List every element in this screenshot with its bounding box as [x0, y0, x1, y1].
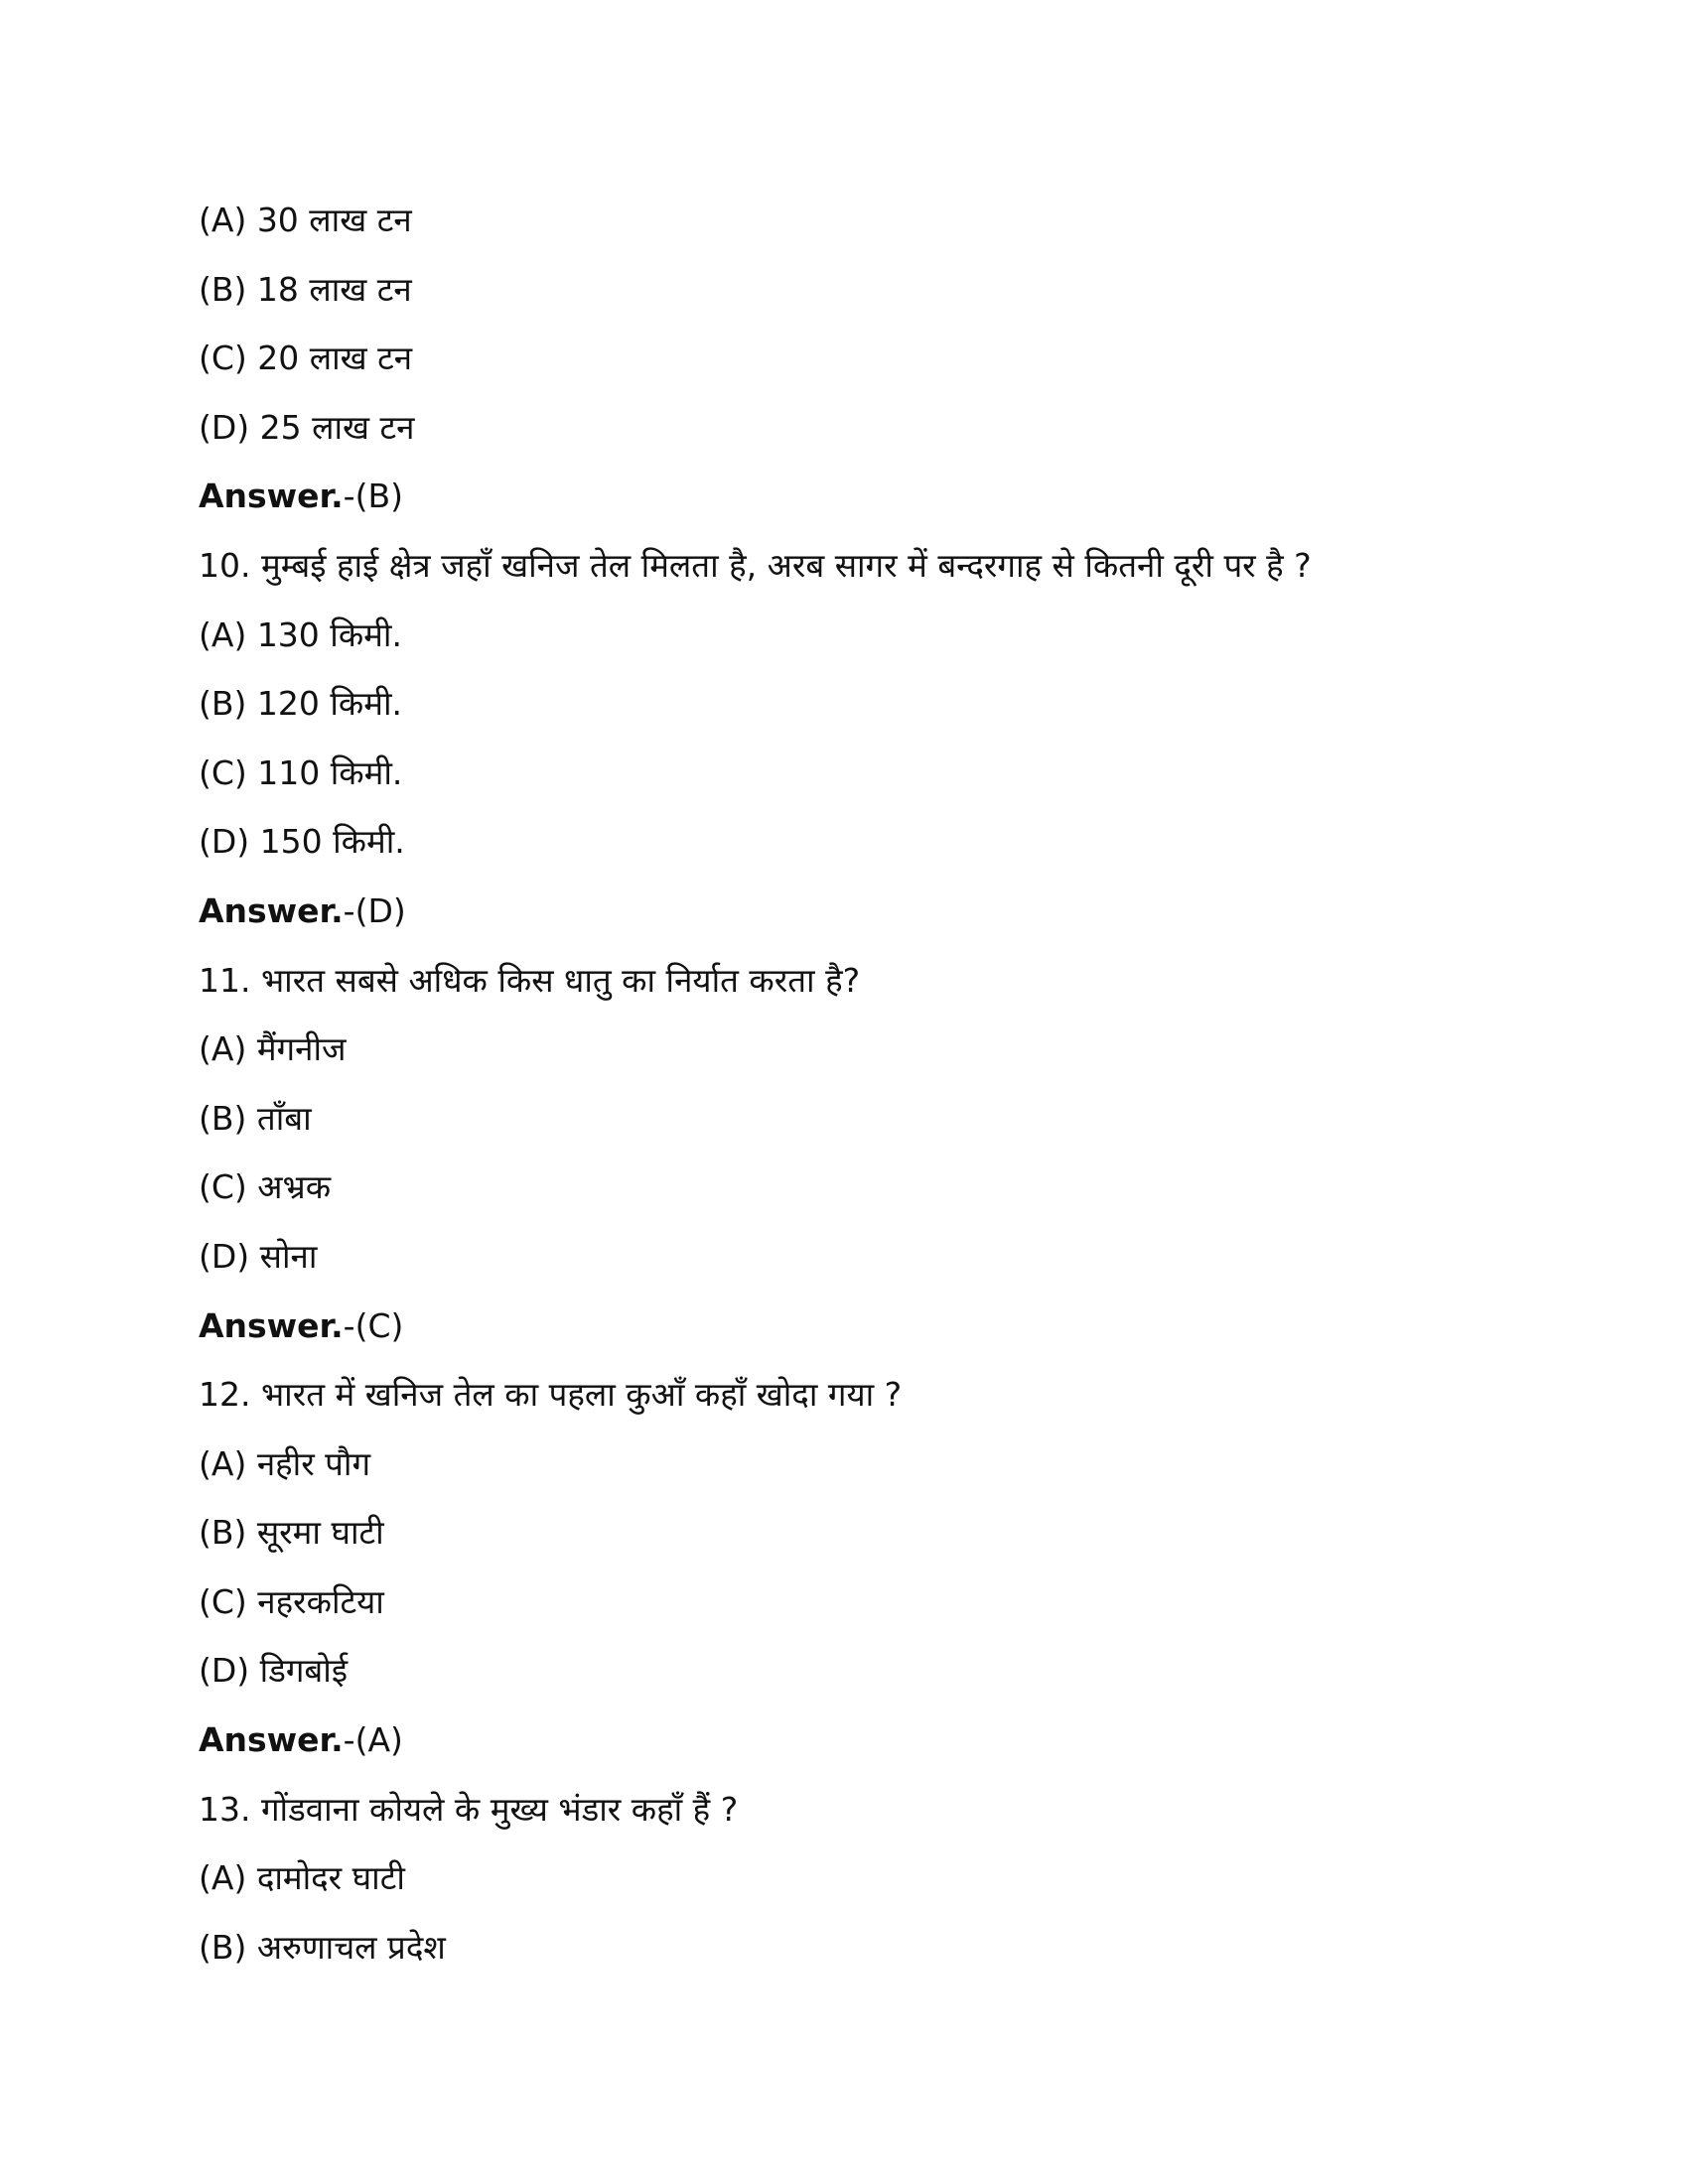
option-line: (B) ताँबा	[199, 1098, 312, 1138]
option-line: (B) 120 किमी.	[199, 684, 403, 724]
question-line: 12. भारत में खनिज तेल का पहला कुआँ कहाँ खोदा गया ?	[199, 1375, 903, 1415]
question-line: 13. गोंडवाना कोयले के मुख्य भंडार कहाँ हैं ?	[199, 1789, 739, 1829]
option-line: (C) नहरकटिया	[199, 1581, 384, 1621]
option-line: (D) 150 किमी.	[199, 822, 405, 862]
option-line: (A) मैंगनीज	[199, 1029, 347, 1069]
answer-line	[199, 471, 1489, 540]
option-line: (B) सूरमा घाटी	[199, 1513, 384, 1553]
option-line: (B) अरुणाचल प्रदेश	[199, 1927, 446, 1967]
question-list	[199, 195, 1489, 1990]
option-line: (A) दामोदर घाटी	[199, 1858, 405, 1898]
answer-value: -(A)	[343, 1720, 403, 1760]
option-line: (B) 18 लाख टन	[199, 269, 412, 309]
option-line: (D) सोना	[199, 1236, 318, 1276]
question-line: 11. भारत सबसे अधिक किस धातु का निर्यात करता है?	[199, 960, 861, 1000]
option-line: (C) 110 किमी.	[199, 752, 403, 792]
option-line: (A) नहीर पौग	[199, 1443, 371, 1483]
answer-value: -(D)	[343, 890, 406, 930]
answer-label: Answer.	[199, 477, 344, 516]
question-line: 10. मुम्बई हाई क्षेत्र जहाँ खनिज तेल मिलता है, अरब सागर में बन्दरगाह से कितनी दूरी पर है ?	[199, 545, 1312, 585]
option-line: (C) 20 लाख टन	[199, 339, 413, 378]
answer-line	[199, 1300, 1489, 1370]
answer-value: -(B)	[343, 477, 403, 516]
option-line: (D) डिगबोई	[199, 1651, 349, 1691]
answer-label: Answer.	[199, 1720, 344, 1760]
answer-value: -(C)	[343, 1305, 404, 1345]
option-line: (C) अभ्रक	[199, 1167, 332, 1207]
answer-line	[199, 886, 1489, 955]
answer-label: Answer.	[199, 1305, 344, 1345]
option-line: (D) 25 लाख टन	[199, 407, 415, 447]
option-line: (A) 30 लाख टन	[199, 201, 412, 239]
option-line: (A) 130 किमी.	[199, 614, 402, 654]
answer-label: Answer.	[199, 890, 344, 930]
answer-line	[199, 1714, 1489, 1784]
